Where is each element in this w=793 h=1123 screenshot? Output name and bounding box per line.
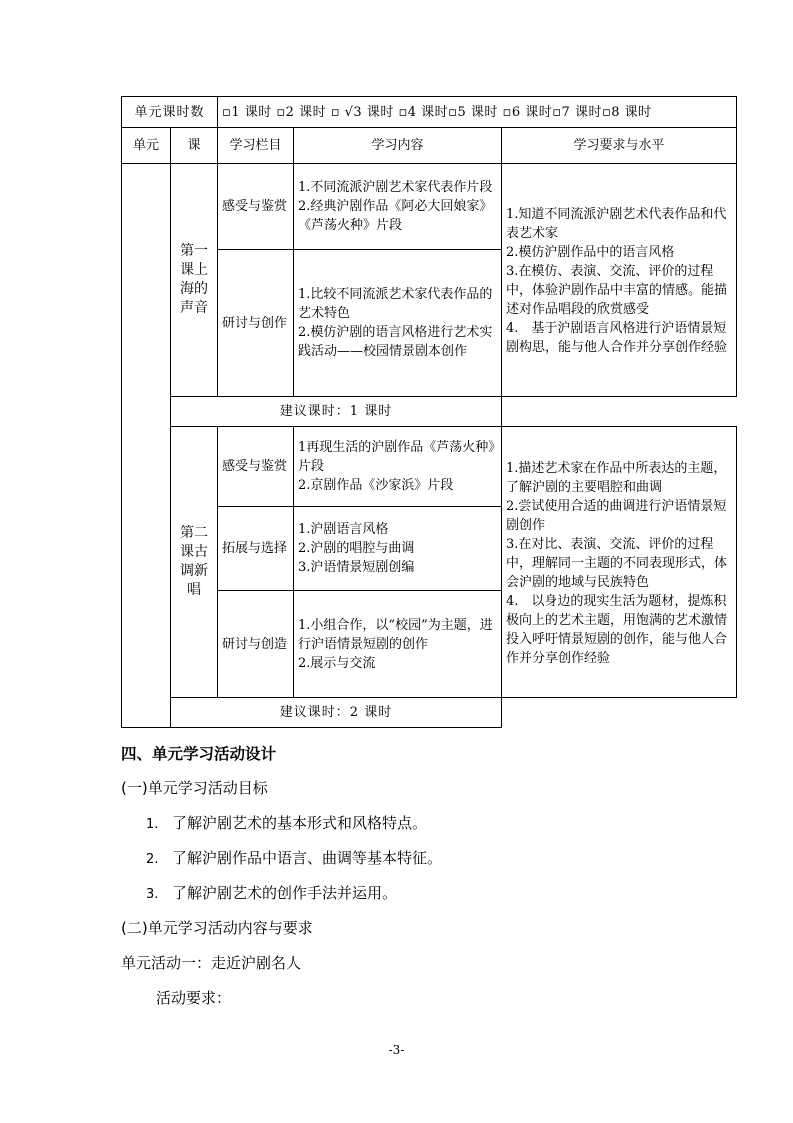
lesson1-content-2: 1.比较不同流派艺术家代表作品的艺术特色 2.模仿沪剧的语言风格进行艺术实践活动——校园情景剧本创作 xyxy=(294,250,502,397)
header-value-cell: ▫1 课时 ▫2 课时 ▫ √3 课时 ▫4 课时▫5 课时 ▫6 课时▫7 课时▫8 课时 xyxy=(218,97,737,128)
subsection-goals: (一)单元学习活动目标 xyxy=(121,779,268,797)
goal-item xyxy=(146,882,397,903)
goal-number: 2. xyxy=(146,852,159,867)
lesson2-section-2: 拓展与选择 xyxy=(218,507,294,591)
lesson2-title: 第二课古调新唱 xyxy=(171,427,218,698)
activity-requirements-label: 活动要求： xyxy=(156,989,232,1007)
activity-title: 单元活动一：走近沪剧名人 xyxy=(121,954,302,972)
lesson1-title: 第一课上海的声音 xyxy=(171,164,218,397)
lesson2-requirements: 1.描述艺术家在作品中所表达的主题，了解沪剧的主要唱腔和曲调 2.尝试使用合适的曲调进行沪语情景短剧创作 3.在对比、表演、交流、评价的过程中，理解同一主题的不同表现形式，体会沪剧的地域与民族特色 4. 以身边的现实生活为题材，提炼积极向上的艺术主题，用饱满的艺术激情投入呼吁情景短剧的创作，能与他人合作并分享创作经验 xyxy=(502,427,737,698)
lesson2-content-1: 1再现生活的沪剧作品《芦荡火种》片段 2.京剧作品《沙家浜》片段 xyxy=(294,427,502,507)
col-header-requirements: 学习要求与水平 xyxy=(502,128,737,164)
table-row xyxy=(122,427,737,507)
lesson1-requirements: 1.知道不同流派沪剧艺术代表作品和代表艺术家 2.模仿沪剧作品中的语言风格 3.在模仿、表演、交流、评价的过程中，体验沪剧作品中丰富的情感。能描述对作品唱段的欣赏感受 4. 基于沪剧语言风格进行沪语情景短剧构思，能与他人合作并分享创作经验 xyxy=(502,164,737,397)
lesson2-section-1: 感受与鉴赏 xyxy=(218,427,294,507)
goal-item xyxy=(146,812,427,833)
lesson2-section-3: 研讨与创造 xyxy=(218,591,294,698)
goal-number: 3. xyxy=(146,887,159,902)
table-row xyxy=(122,164,737,250)
col-header-lesson: 课 xyxy=(171,128,218,164)
lesson1-section-1: 感受与鉴赏 xyxy=(218,164,294,250)
unit-cell xyxy=(122,164,171,728)
lesson2-suggested-hours: 建议课时：2 课时 xyxy=(171,698,502,728)
table-row xyxy=(122,397,737,427)
table-row xyxy=(122,97,737,128)
lesson1-suggested-hours: 建议课时：1 课时 xyxy=(171,397,502,427)
header-label-cell: 单元课时数 xyxy=(122,97,218,128)
lesson1-content-1: 1.不同流派沪剧艺术家代表作片段 2.经典沪剧作品《阿必大回娘家》《芦荡火种》片段 xyxy=(294,164,502,250)
page-number: -3- xyxy=(388,1043,405,1057)
subsection-content: (二)单元学习活动内容与要求 xyxy=(121,919,313,937)
goal-text: 了解沪剧艺术的基本形式和风格特点。 xyxy=(172,814,428,832)
col-header-unit: 单元 xyxy=(122,128,171,164)
col-header-section: 学习栏目 xyxy=(218,128,294,164)
lesson1-section-2: 研讨与创作 xyxy=(218,250,294,397)
lesson2-content-3: 1.小组合作，以“校园”为主题，进行沪语情景短剧的创作 2.展示与交流 xyxy=(294,591,502,698)
table-row xyxy=(122,698,737,728)
lesson2-content-2: 1.沪剧语言风格 2.沪剧的唱腔与曲调 3.沪语情景短剧创编 xyxy=(294,507,502,591)
goal-text: 了解沪剧作品中语言、曲调等基本特征。 xyxy=(172,849,443,867)
goal-text: 了解沪剧艺术的创作手法并运用。 xyxy=(172,884,398,902)
col-header-content: 学习内容 xyxy=(294,128,502,164)
unit-plan-table xyxy=(121,96,737,728)
table-row xyxy=(122,128,737,164)
goal-item xyxy=(146,847,442,868)
goal-number: 1. xyxy=(146,817,159,832)
section-heading: 四、单元学习活动设计 xyxy=(121,745,277,763)
